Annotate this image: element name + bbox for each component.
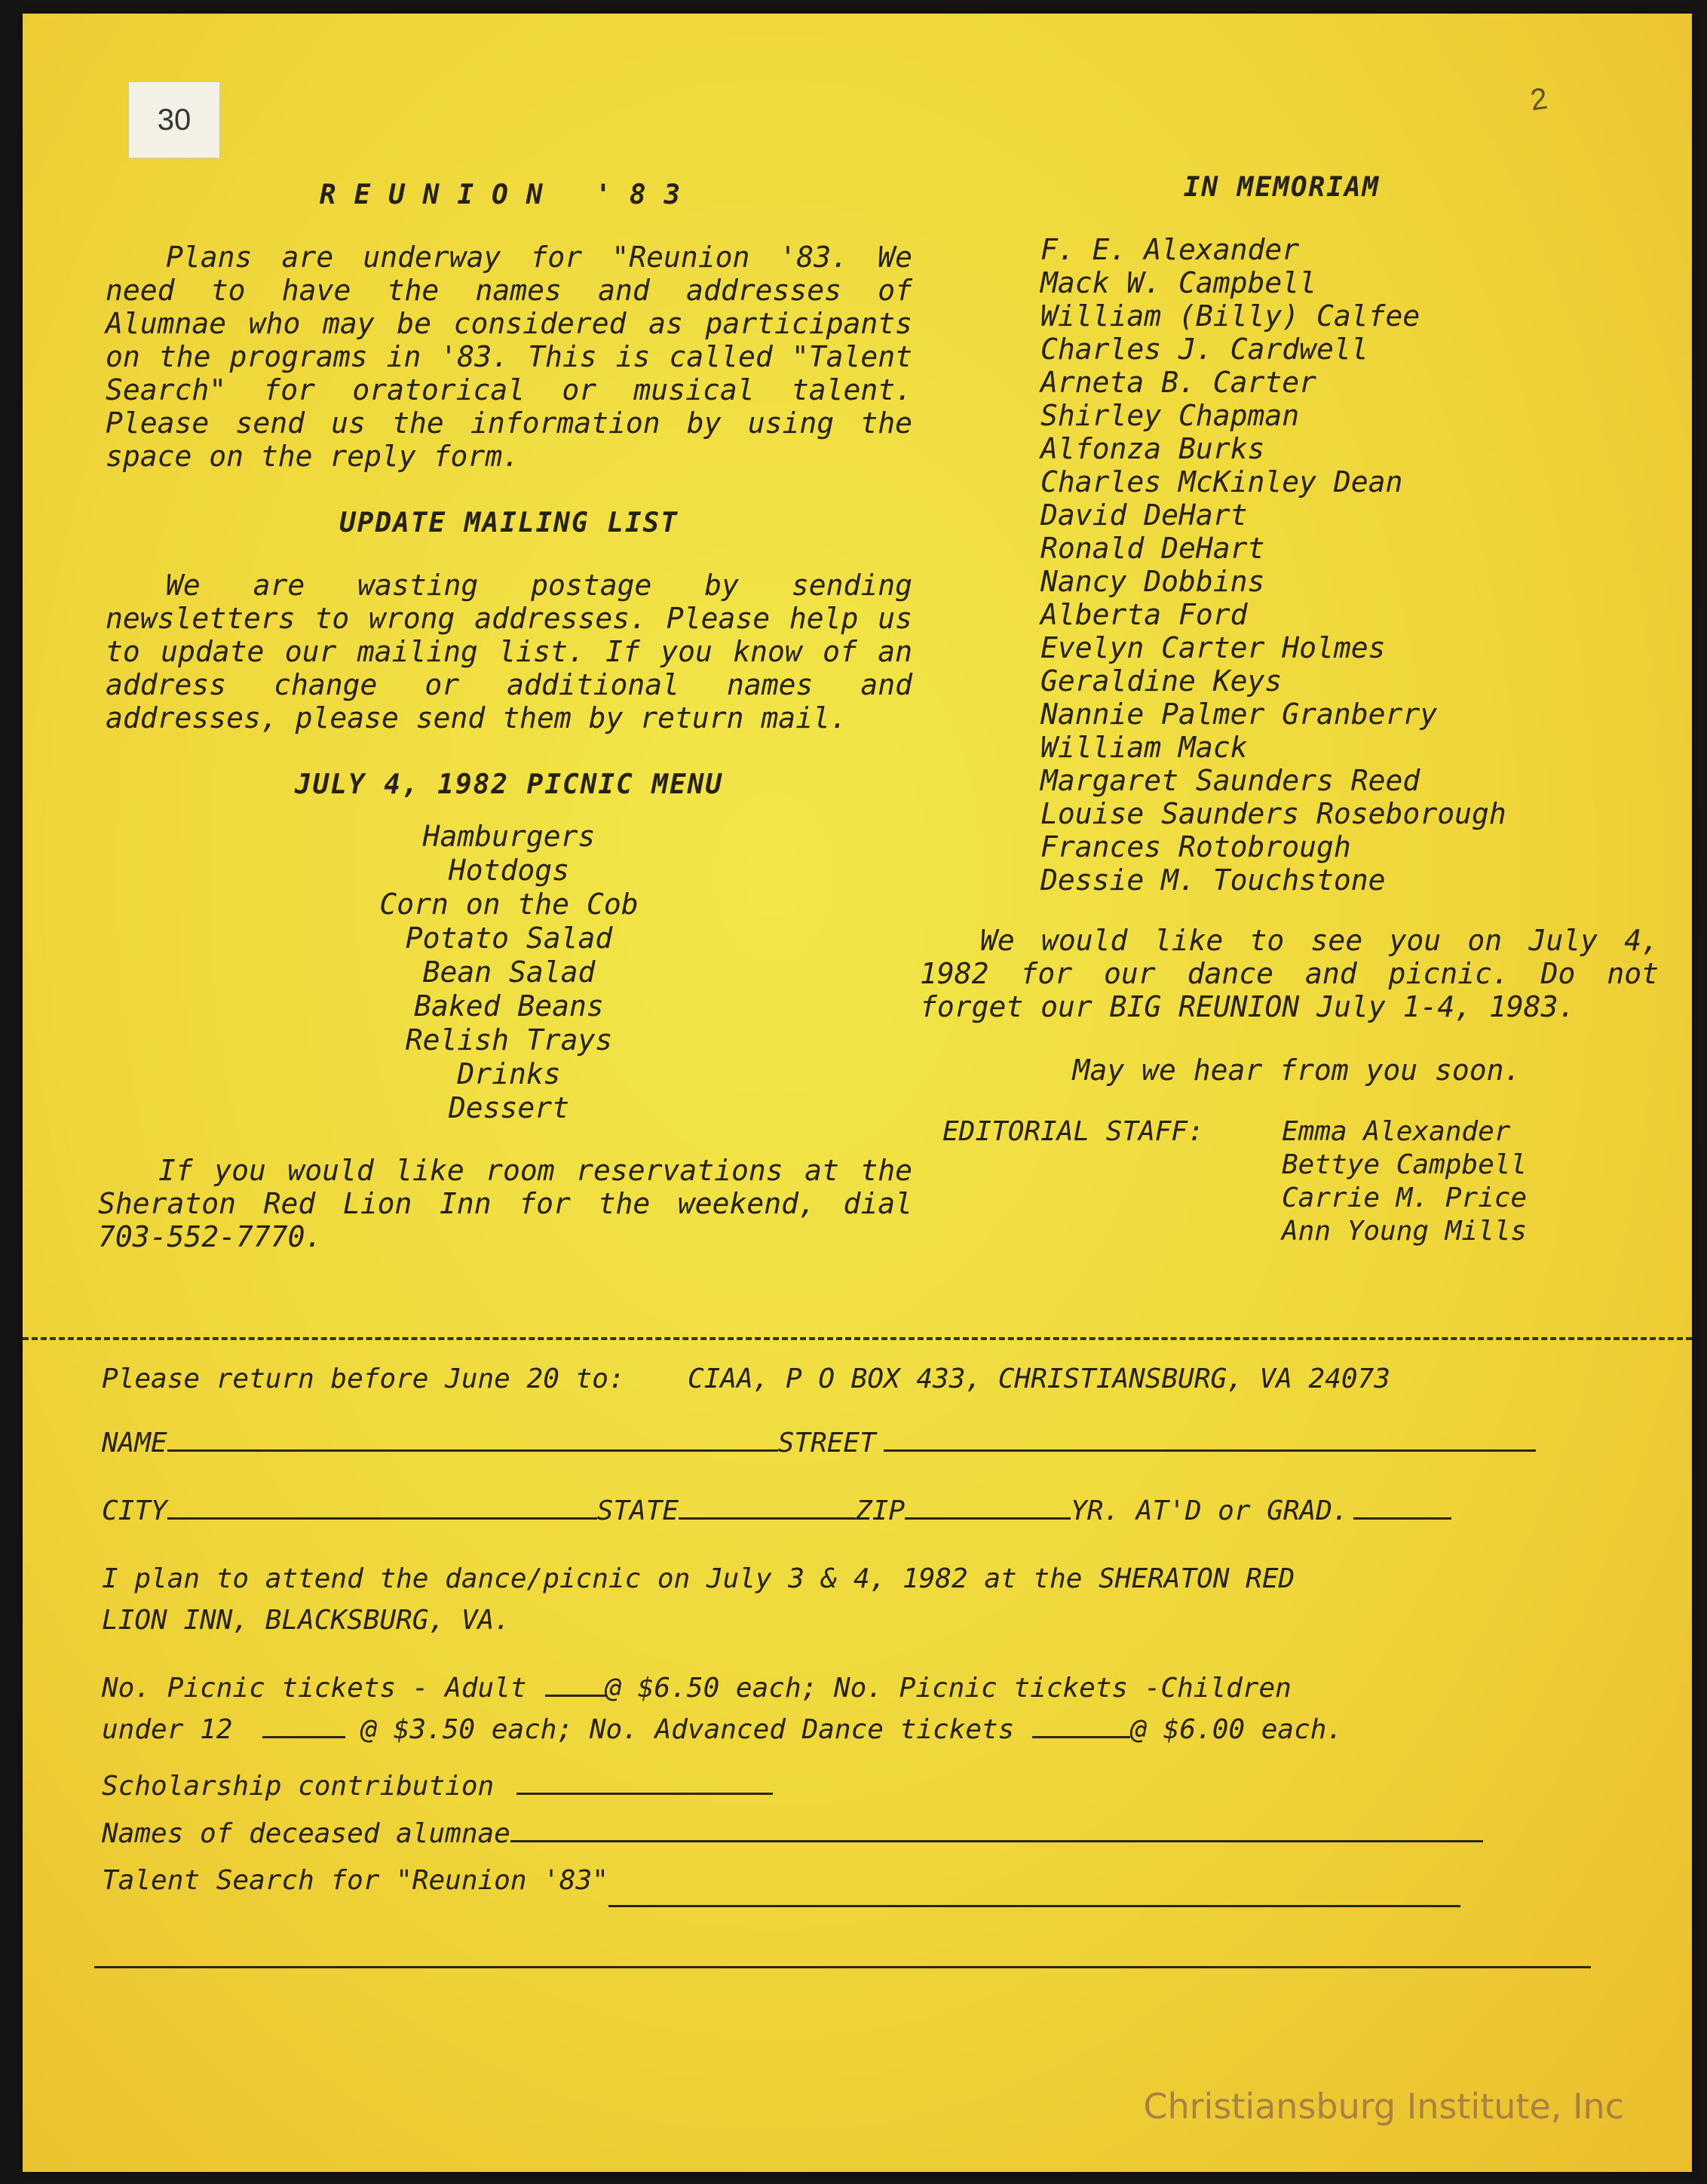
zip-field[interactable] [905, 1492, 1071, 1520]
reunion-paragraph: Plans are underway for "Reunion '83. We need to have the names and addresses of Alumnae who may be considered as participants on the programs in '83. This is called "Talent Search" for oratorical or musical talent. Please send us the information by using the space on the reply form. [106, 241, 912, 473]
talent-row [102, 1861, 1460, 1896]
cut-line [23, 1337, 1692, 1340]
staff-name: Ann Young Mills [1282, 1216, 1528, 1247]
editorial-staff-label: EDITORIAL STAFF: [942, 1116, 1204, 1147]
memoriam-name: Mack W. Campbell [1040, 266, 1317, 299]
children-tickets-label: under 12 [102, 1714, 233, 1745]
invite-paragraph: We would like to see you on July 4, 1982 for our dance and picnic. Do not forget our BIG REUNION July 1-4, 1983. [920, 924, 1659, 1023]
scholarship-label: Scholarship contribution [102, 1771, 495, 1802]
deceased-row [102, 1814, 1483, 1849]
memoriam-name: William (Billy) Calfee [1040, 299, 1420, 333]
talent-label: Talent Search for "Reunion '83" [102, 1865, 608, 1896]
memoriam-name: Geraldine Keys [1040, 664, 1283, 698]
picnic-menu-list [106, 820, 912, 1125]
state-label: STATE [596, 1495, 679, 1526]
memoriam-name: Frances Rotobrough [1040, 830, 1351, 863]
talent-field[interactable] [608, 1879, 1460, 1907]
attend-line-1: I plan to attend the dance/picnic on July 3 & 4, 1982 at the SHERATON RED [102, 1563, 1295, 1594]
zip-label: ZIP [856, 1495, 906, 1526]
memoriam-name: Charles J. Cardwell [1040, 333, 1368, 366]
return-address: CIAA, P O BOX 433, CHRISTIANSBURG, VA 24073 [687, 1363, 1390, 1394]
adult-tickets-field[interactable] [545, 1669, 605, 1697]
name-label: NAME [102, 1428, 167, 1459]
memoriam-name: Evelyn Carter Holmes [1040, 631, 1386, 664]
children-tickets-price: @ $3.50 each; No. Advanced Dance tickets [360, 1714, 1015, 1745]
right-column [920, 172, 1674, 1248]
closing-line: May we hear from you soon. [1072, 1054, 1522, 1087]
corner-page-mark: 2 [1528, 81, 1550, 118]
staff-name: Bettye Campbell [1282, 1149, 1528, 1180]
scholarship-row [102, 1767, 773, 1802]
adult-tickets-price: @ $6.50 each; No. Picnic tickets -Children [605, 1673, 1292, 1704]
city-label: CITY [102, 1495, 167, 1526]
memoriam-name: William Mack [1040, 731, 1248, 764]
mailing-paragraph: We are wasting postage by sending newsletters to wrong addresses. Please help us to update our mailing list. If you know of an address change or additional names and addresses, please send them by return mail. [106, 569, 912, 735]
name-field[interactable] [167, 1424, 778, 1452]
city-state-zip-row [102, 1492, 1451, 1526]
memoriam-name: Nannie Palmer Granberry [1040, 698, 1438, 731]
adult-tickets-row [102, 1669, 1292, 1704]
staff-name: Carrie M. Price [1282, 1182, 1528, 1213]
reunion-heading: REUNION '83 [319, 179, 699, 210]
return-label: Please return before June 20 to: [102, 1363, 625, 1394]
memoriam-name: Margaret Saunders Reed [1040, 764, 1420, 797]
newsletter-page [23, 14, 1692, 2172]
archive-watermark: Christiansburg Institute, Inc [1143, 2086, 1624, 2127]
dance-tickets-price: @ $6.00 each. [1130, 1714, 1344, 1745]
memoriam-heading: IN MEMORIAM [1183, 172, 1381, 203]
year-field[interactable] [1353, 1492, 1451, 1520]
mailing-heading: UPDATE MAILING LIST [339, 508, 679, 538]
memoriam-name: David DeHart [1040, 498, 1248, 532]
scholarship-field[interactable] [516, 1767, 773, 1795]
memoriam-name: Louise Saunders Roseborough [1040, 797, 1506, 830]
menu-item: Hotdogs [448, 854, 570, 887]
menu-item: Dessert [448, 1091, 570, 1124]
memoriam-name: Arneta B. Carter [1040, 366, 1317, 399]
memoriam-name: Nancy Dobbins [1040, 565, 1265, 598]
menu-item: Drinks [457, 1057, 561, 1090]
menu-item: Potato Salad [405, 922, 613, 955]
menu-item: Bean Salad [422, 956, 596, 989]
menu-item: Corn on the Cob [379, 888, 639, 921]
left-column [98, 164, 912, 1253]
page-number-tag: 30 [128, 81, 220, 158]
deceased-field[interactable] [510, 1814, 1483, 1842]
menu-item: Baked Beans [414, 989, 604, 1023]
city-field[interactable] [167, 1492, 597, 1520]
memoriam-name: Shirley Chapman [1040, 399, 1300, 432]
reservations-paragraph: If you would like room reservations at the Sheraton Red Lion Inn for the weekend, dial 703-552-7770. [98, 1154, 912, 1253]
memoriam-list [1040, 233, 1674, 897]
year-label: YR. AT'D or GRAD. [1071, 1495, 1349, 1526]
memoriam-name: Ronald DeHart [1040, 532, 1265, 565]
menu-item: Relish Trays [405, 1023, 613, 1057]
editorial-staff [920, 1115, 1674, 1248]
adult-tickets-label: No. Picnic tickets - Adult [102, 1673, 527, 1704]
state-field[interactable] [679, 1492, 856, 1520]
dance-tickets-field[interactable] [1032, 1710, 1130, 1738]
memoriam-name: Alfonza Burks [1040, 432, 1265, 465]
extra-line-field[interactable] [94, 1940, 1591, 1968]
street-field[interactable] [884, 1424, 1536, 1452]
memoriam-name: Alberta Ford [1040, 598, 1248, 631]
children-tickets-field[interactable] [262, 1710, 345, 1738]
memoriam-name: Dessie M. Touchstone [1040, 863, 1386, 897]
deceased-label: Names of deceased alumnae [102, 1818, 510, 1849]
memoriam-name: F. E. Alexander [1040, 233, 1300, 266]
staff-name: Emma Alexander [1282, 1116, 1511, 1147]
street-label: STREET [777, 1428, 876, 1459]
children-tickets-row [102, 1710, 1343, 1745]
memoriam-name: Charles McKinley Dean [1040, 465, 1403, 498]
return-instruction [102, 1363, 1390, 1394]
menu-item: Hamburgers [422, 820, 596, 853]
attend-line-2: LION INN, BLACKSBURG, VA. [102, 1605, 510, 1636]
picnic-menu-heading: JULY 4, 1982 PICNIC MENU [294, 769, 724, 800]
name-street-row [102, 1424, 1536, 1459]
